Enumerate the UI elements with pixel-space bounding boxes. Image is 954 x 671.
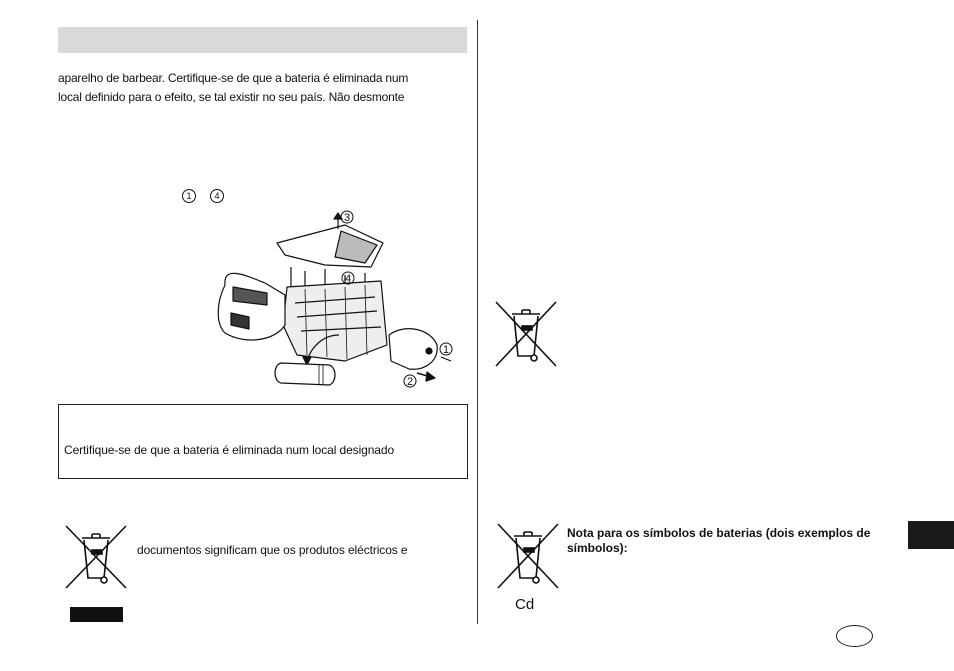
weee-bin-icon <box>62 524 130 590</box>
battery-bin-icon <box>494 522 562 594</box>
weee-bin-icon-upper <box>492 300 560 368</box>
paragraph-line-1: aparelho de barbear. Certifique-se de que a bateria é eliminada num <box>58 71 409 85</box>
step-markers <box>182 188 238 203</box>
notice-text: Certifique-se de que a bateria é eliminada num local designado <box>64 443 395 457</box>
callout-4: 4 <box>344 273 352 285</box>
language-oval-marker <box>836 625 873 647</box>
callout-1: 1 <box>442 344 450 356</box>
battery-note-heading: Nota para os símbolos de baterias (dois exemplos de símbolos): <box>567 526 871 555</box>
weee-black-bar <box>70 607 123 622</box>
column-divider <box>477 20 478 624</box>
section-header-bar <box>58 27 467 53</box>
weee-text: documentos significam que os produtos eléctricos e <box>137 543 408 557</box>
language-tab <box>908 521 954 549</box>
paragraph-line-2: local definido para o efeito, se tal existir no seu país. Não desmonte <box>58 90 405 104</box>
notice-box <box>58 404 468 479</box>
callout-3: 3 <box>343 212 351 224</box>
step-marker-start: 1 <box>182 189 196 203</box>
disposal-paragraph <box>58 69 468 107</box>
step-marker-end: 4 <box>210 189 224 203</box>
callout-2: 2 <box>406 376 414 388</box>
battery-chemical-label: Cd <box>515 596 535 613</box>
disassembly-illustration <box>205 205 470 400</box>
